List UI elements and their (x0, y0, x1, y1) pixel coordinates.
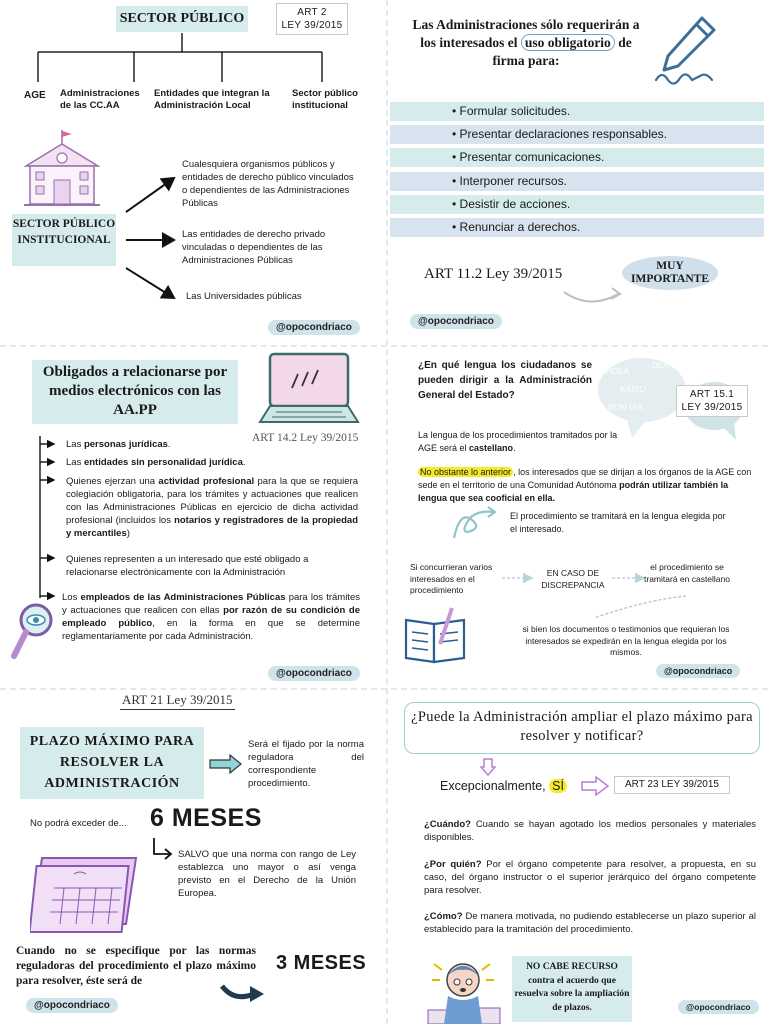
obligados-title: Obligados a relacionarse por medios electrónicos con las AA.PP (32, 360, 238, 424)
firma-item: • Interponer recursos. (390, 172, 764, 191)
down-right-arrow-icon (150, 836, 174, 860)
lengua-elegida: El procedimiento se tramitará en la lengua elegida por el interesado. (510, 511, 726, 534)
dark-curved-arrow-icon (220, 980, 266, 1006)
lengua-intro-text: . (513, 443, 516, 453)
lengua-highlight: No obstante lo anterior (420, 467, 512, 477)
firma-item: • Formular solicitudes. (390, 102, 764, 121)
branch-ccaa: Administraciones de las CC.AA (60, 88, 140, 111)
lengua-cooficial-bold: podrán utilizar también la lengua que sea cooficial en ella. (418, 480, 729, 503)
down-arrow-icon (480, 758, 496, 776)
no-podra-exceder: No podrá exceder de... (30, 818, 127, 829)
lengua-intro-bold: castellano (469, 443, 514, 453)
art-15-1-badge (676, 385, 748, 417)
excepcionalmente-text: Excepcionalmente, (440, 779, 546, 793)
firma-item-text: Presentar declaraciones responsables. (459, 127, 667, 141)
firma-item-text: Formular solicitudes. (459, 104, 571, 118)
handle-tag: @opocondriaco (410, 314, 502, 329)
bubble-word: OLA (652, 360, 670, 370)
varios-interesados: Si concurrieran varios interesados en el procedimiento (410, 562, 493, 595)
no-cabe-recurso-note (512, 956, 632, 1022)
tree-connector-lines (0, 30, 386, 90)
qa-question: ¿Cómo? (424, 911, 463, 922)
qa-cuando (424, 818, 756, 844)
obligado-text: Las (66, 457, 84, 468)
firma-item-text: Interponer recursos. (459, 174, 567, 188)
tramitara-castellano: el procedimiento se tramitará en castellano (644, 562, 730, 584)
spi-arrows (118, 168, 180, 304)
spi-item-universidades: Las Universidades públicas (186, 291, 302, 302)
obligado-text: Quienes representen a un interesado que esté obligado a relacionarse electrónicamente con la Administración (66, 554, 309, 578)
no-cabe-recurso: NO CABE RECURSO (526, 962, 618, 972)
spi-item-derecho-privado: Las entidades de derecho privado vinculadas o dependientes de las Administraciones Públicas (182, 229, 326, 266)
qa-answer: De manera motivada, no pudiendo establecerse un plazo superior al establecido para la tramitación del procedimiento. (424, 911, 756, 935)
branch-institucional: Sector público institucional (292, 88, 358, 111)
qa-question: ¿Cuándo? (424, 819, 471, 830)
teal-arrow-icon (208, 752, 244, 776)
obligado-text: para la que se requiera colegiación obligatoria, para los trámites y actuaciones que realicen con las Administraciones Públicas en ejercicio de dicha actividad profesional (incluidos los (66, 476, 359, 526)
obligado-text: Las (66, 439, 84, 450)
si-highlight: SÍ (549, 779, 567, 793)
curl-arrow-icon (448, 504, 500, 544)
plazo-maximo-title: PLAZO MÁXIMO PARA RESOLVER LA ADMINISTRACIÓN (20, 727, 204, 799)
branch-age: AGE (24, 90, 46, 101)
bubble-word: KAIXO (620, 384, 646, 394)
art-14-2-label: ART 14.2 Ley 39/2015 (252, 432, 359, 444)
right-arrow-icon (580, 775, 610, 797)
tres-meses: 3 MESES (276, 952, 367, 974)
pen-signature-icon (652, 12, 724, 86)
bubble-word: BON DIA (608, 402, 643, 412)
lengua-intro (418, 429, 628, 455)
calendar-icon (30, 852, 142, 936)
obligado-bold: empleados de las Administraciones Públicas (80, 592, 286, 603)
obligado-text: . (167, 439, 171, 450)
obligado-bold: por razón de su condición de empleado público (62, 605, 360, 629)
horizontal-divider-1 (0, 345, 768, 347)
branch-local: Entidades que integran la Administración Local (154, 88, 270, 111)
magnifier-icon (8, 600, 54, 662)
firma-item: • Presentar declaraciones responsables. (390, 125, 764, 144)
obligado-text: Los (62, 592, 81, 603)
firma-item: • Renunciar a derechos. (390, 218, 764, 237)
discrepancia-label: EN CASO DE DISCREPANCIA (541, 568, 605, 590)
si-bien-connector (586, 594, 696, 622)
lengua-cooficial-text: , los interesados que se dirijan a los órganos de la AGE con sede en el territorio de una Comunidad Autónoma (418, 467, 752, 490)
seis-meses: 6 MESES (150, 804, 262, 832)
qa-answer: Por el órgano competente para resolver, a propuesta, en su caso, del órgano instructor o el superior jerárquico del órgano competente para resolver. (424, 859, 756, 896)
obligado-item (62, 591, 360, 643)
firma-item: • Presentar comunicaciones. (390, 148, 764, 167)
obligado-bold: personas jurídicas (83, 439, 168, 450)
firma-item: • Desistir de acciones. (390, 195, 764, 214)
ampliar-question: ¿Puede la Administración ampliar el plazo máximo para resolver y notificar? (404, 702, 760, 754)
spi-item-organismos: Cualesquiera organismos públicos y entidades de derecho público vinculados o dependientes de las Administraciones Públicas (182, 159, 354, 209)
obligado-bold: entidades sin personalidad jurídica (83, 457, 243, 468)
building-icon (20, 128, 104, 208)
firma-heading-pre: Las Administraciones sólo requerirán a los interesados el (412, 17, 640, 50)
qa-como (424, 910, 756, 936)
handle-tag: @opocondriaco (656, 664, 740, 678)
obligado-item (66, 457, 246, 468)
spi-label: SECTOR PÚBLICO INSTITUCIONAL (12, 214, 116, 266)
art-23-badge: ART 23 LEY 39/2015 (614, 776, 730, 794)
firma-heading-highlight: uso obligatorio (521, 34, 615, 51)
firma-item-text: Desistir de acciones. (459, 197, 571, 211)
qa-por-quien (424, 858, 756, 897)
horizontal-divider-2 (0, 688, 768, 690)
obligado-text: Quienes ejerzan una (66, 476, 159, 487)
vertical-divider (386, 0, 388, 1024)
no-cabe-recurso-rest: contra el acuerdo que resuelva sobre la ampliación de plazos. (514, 975, 630, 1013)
firma-heading (410, 16, 642, 70)
obligado-text: . (242, 457, 246, 468)
lengua-cooficial (418, 466, 758, 505)
obligado-text: ) (126, 528, 130, 539)
handle-tag: @opocondriaco (26, 998, 118, 1013)
sector-publico-title: SECTOR PÚBLICO (116, 6, 248, 32)
bubble-word: HOLA (606, 366, 630, 376)
obligados-bracket-arrows (34, 436, 64, 602)
qa-answer: Cuando se hayan agotado los medios personales y materiales disponibles. (424, 819, 756, 843)
obligado-text: , en la forma en que se determine reglamentariamente por cada Administración. (62, 618, 360, 642)
cuando-no-se-especifique: Cuando no se especifique por las normas reguladoras del procedimiento el plazo máximo para resolver, éste será de (16, 945, 256, 987)
lengua-question: ¿En qué lengua los ciudadanos se pueden dirigir a la Administración General del Estado? (418, 360, 592, 401)
firma-item-text: Presentar comunicaciones. (459, 150, 605, 164)
salvo-norma: SALVO que una norma con rango de Ley establezca uno mayor o así venga previsto en el Derecho de la Unión Europea. (178, 849, 356, 899)
excepcionalmente (440, 779, 567, 793)
art-2-line2: LEY 39/2015 (281, 20, 343, 31)
handle-tag: @opocondriaco (268, 320, 360, 335)
muy-importante-badge: MUY IMPORTANTE (622, 256, 718, 290)
handle-tag: @opocondriaco (268, 666, 360, 681)
art-11-2-label: ART 11.2 Ley 39/2015 (424, 266, 563, 282)
art-15-1-line1: ART 15.1 (689, 389, 735, 400)
art-15-1-line2: LEY 39/2015 (681, 402, 743, 413)
obligado-bold: notarios y registradores de la propiedad y mercantiles (66, 515, 358, 539)
art-2-line1: ART 2 (297, 7, 327, 18)
firma-item-text: Renunciar a derechos. (459, 220, 581, 234)
art-21-label: ART 21 Ley 39/2015 (120, 692, 235, 710)
notebook-icon (402, 606, 470, 664)
firma-heading-post: de firma para: (492, 35, 632, 68)
curved-arrow-icon (560, 282, 626, 310)
si-bien-documentos: si bien los documentos o testimonios que requieran los interesados se expedirán en la lengua elegida por los mismos. (522, 624, 730, 657)
qa-question: ¿Por quién? (424, 859, 482, 870)
laptop-icon (256, 352, 362, 430)
obligado-item (66, 475, 358, 540)
obligado-text: para los trámites y actuaciones que realicen con ellas (62, 592, 360, 616)
obligado-bold: actividad profesional (158, 476, 255, 487)
stressed-person-icon (420, 950, 506, 1024)
lengua-intro-text: La lengua de los procedimientos tramitados por la AGE será el (418, 430, 618, 453)
plazo-regla: Será el fijado por la norma reguladora del correspondiente procedimiento. (248, 739, 364, 789)
obligado-item (66, 553, 358, 579)
obligado-item (66, 439, 171, 450)
handle-tag: @opocondriaco (678, 1000, 759, 1014)
